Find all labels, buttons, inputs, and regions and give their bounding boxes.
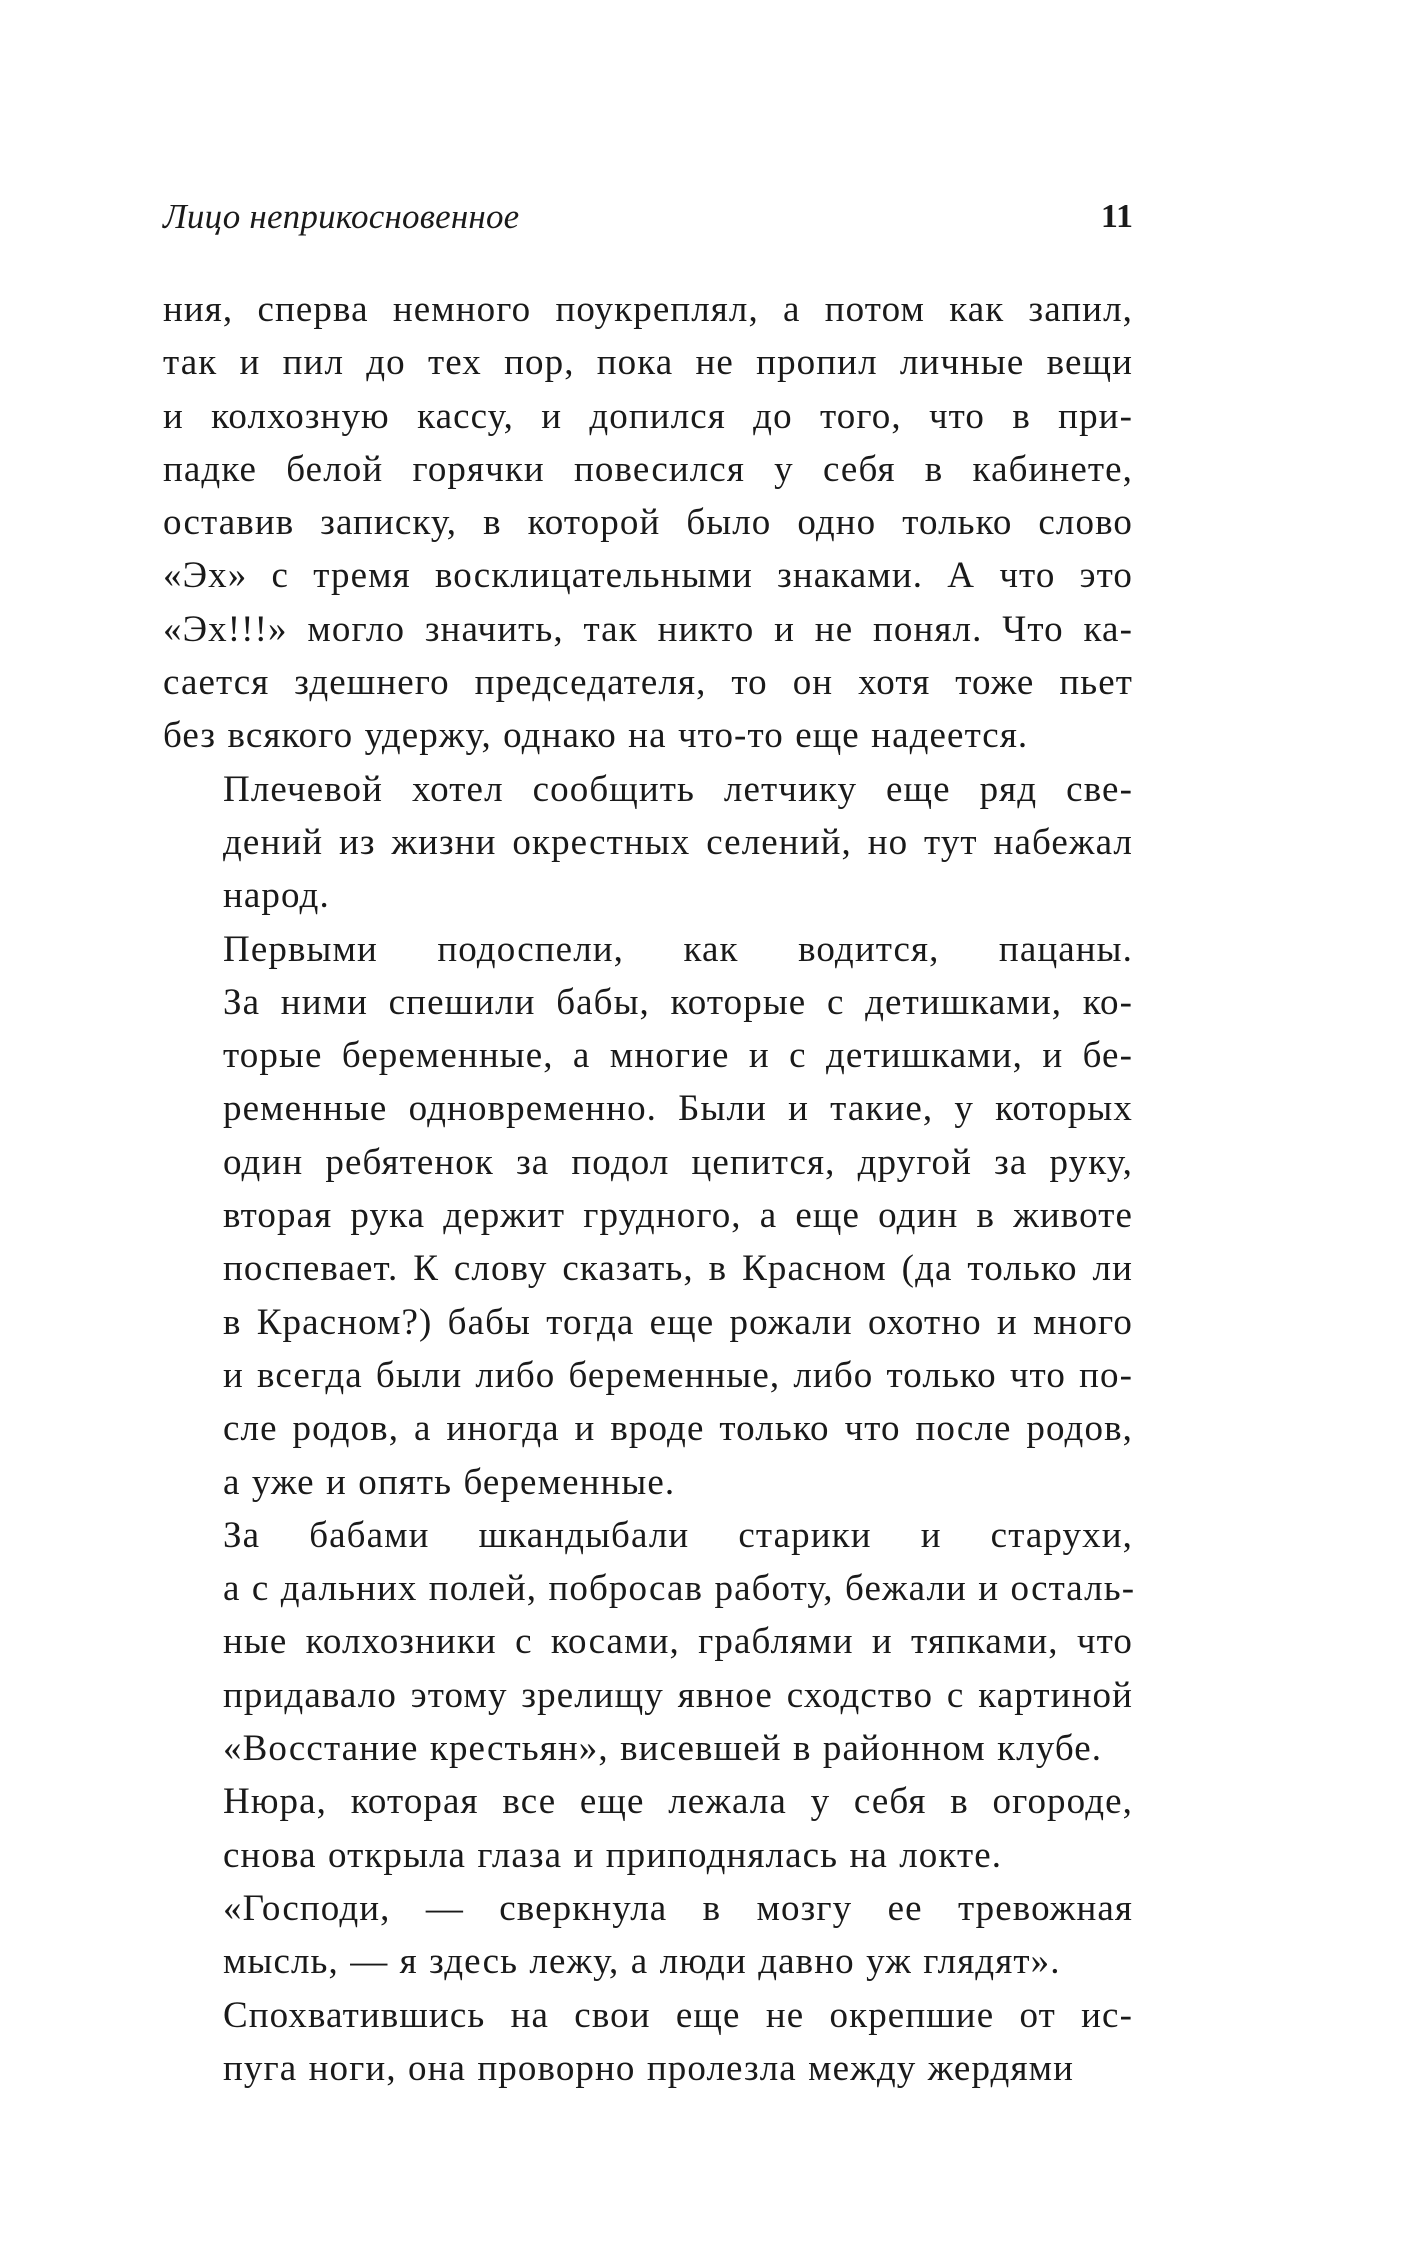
text-line: «Господи, — сверкнула в мозгу ее тревожная <box>223 1887 1133 1929</box>
paragraph <box>163 1775 1133 1882</box>
text-line: снова открыла глаза и приподнялась на локте. <box>223 1834 1003 1876</box>
text-line: За бабами шкандыбали старики и старухи, <box>223 1514 1133 1556</box>
text-line: Спохватившись на свои еще не окрепшие от ис- <box>223 1994 1133 2036</box>
text-line: торые беременные, а многие и с детишками, и бе- <box>223 1035 1133 1077</box>
text-line: один ребятенок за подол цепится, другой за руку, <box>223 1141 1133 1183</box>
page-number: 11 <box>1100 198 1133 235</box>
text-line: пуга ноги, она проворно пролезла между жердями <box>223 2047 1075 2089</box>
paragraph <box>163 1989 1133 2096</box>
text-line: Плечевой хотел сообщить летчику еще ряд све- <box>223 768 1133 810</box>
paragraph <box>163 923 1133 1509</box>
text-line: ные колхозники с косами, граблями и тяпками, что <box>223 1621 1133 1663</box>
text-line: ременные одновременно. Были и такие, у которых <box>223 1088 1133 1130</box>
text-line: падке белой горячки повесился у себя в кабинете, <box>163 448 1133 490</box>
text-line: без всякого удержу, однако на что-то еще надеется. <box>163 715 1029 757</box>
text-line: и всегда были либо беременные, либо только что по- <box>223 1354 1133 1396</box>
text-line: вторая рука держит грудного, а еще один в животе <box>223 1195 1133 1237</box>
paragraph <box>163 1509 1136 1775</box>
text-line: «Восстание крестьян», висевшей в районном клубе. <box>223 1728 1103 1770</box>
text-line: ния, сперва немного поукреплял, а потом как запил, <box>163 289 1133 330</box>
paragraph <box>163 283 1133 763</box>
text-line: поспевает. К слову сказать, в Красном (да только ли <box>223 1248 1133 1290</box>
body-text <box>163 283 1136 2095</box>
text-line: народ. <box>223 875 330 917</box>
text-line: а уже и опять беременные. <box>223 1461 676 1503</box>
text-line: мысль, — я здесь лежу, а люди давно уж глядят». <box>223 1941 1061 1983</box>
paragraph <box>163 1882 1133 1989</box>
running-head <box>163 190 1133 244</box>
text-line: дений из жизни окрестных селений, но тут набежал <box>223 821 1133 863</box>
text-line: придавало этому зрелищу явное сходство с картиной <box>223 1674 1133 1716</box>
running-title: Лицо неприкосновенное <box>163 197 520 236</box>
text-line: сле родов, а иногда и вроде только что после родов, <box>223 1408 1133 1450</box>
text-line: «Эх» с тремя восклицательными знаками. А что это <box>163 555 1133 597</box>
text-line: оставив записку, в которой было одно только слово <box>163 502 1133 544</box>
text-line: сается здешнего председателя, то он хотя тоже пьет <box>163 662 1133 704</box>
text-line: в Красном?) бабы тогда еще рожали охотно и много <box>223 1301 1133 1343</box>
paragraph <box>163 763 1133 923</box>
text-line: так и пил до тех пор, пока не пропил личные вещи <box>163 342 1133 384</box>
text-line: За ними спешили бабы, которые с детишками, ко- <box>223 981 1133 1023</box>
text-line: и колхозную кассу, и допился до того, что в при- <box>163 395 1133 437</box>
text-line: «Эх!!!» могло значить, так никто и не понял. Что ка- <box>163 608 1133 650</box>
text-line: а с дальних полей, побросав работу, бежали и осталь- <box>223 1568 1136 1610</box>
text-line: Первыми подоспели, как водится, пацаны. <box>223 928 1133 970</box>
text-line: Нюра, которая все еще лежала у себя в огороде, <box>223 1781 1133 1823</box>
